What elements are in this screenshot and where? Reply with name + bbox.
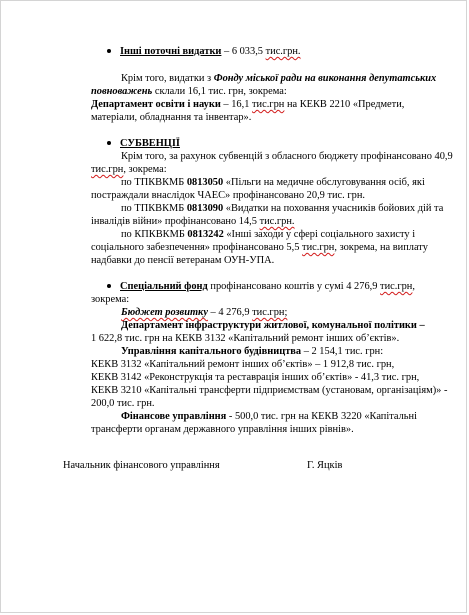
subventions-intro-1: Крім того, за рахунок субвенцій з обласного бюджету профінансовано 40,9 — [121, 151, 453, 162]
subvention-item-1-line-1: по ТПКВКМБ 0813050 «Пільги на медичне обслуговування осіб, які — [121, 177, 425, 188]
subvention-item-3-line-3: надбавки до пенсії ветеранам ОУН-УПА. — [91, 255, 275, 266]
development-budget-line: Бюджет розвитку – 4 276,9 тис.грн; — [121, 307, 288, 318]
section-other-unit: тис.грн. — [265, 46, 301, 57]
subventions-title: СУБВЕНЦІЇ — [120, 138, 180, 149]
education-line-1: Департамент освіти і науки – 16,1 тис.грн на КЕКВ 2210 «Предмети, — [91, 99, 405, 110]
capital-construction-line: Управління капітального будівництва – 2 154,1 тис. грн: — [121, 346, 384, 357]
infrastructure-line-2: 1 622,8 тис. грн на КЕКВ 3132 «Капітальний ремонт інших об’єктів». — [91, 333, 400, 344]
finance-dept-line-2: трансферти органам державного управління інших рівнів». — [91, 424, 354, 435]
signature-name: Г. Яцків — [307, 460, 343, 471]
special-fund-line-2: зокрема: — [91, 294, 130, 305]
fund-line-1: Крім того, видатки з Фонду міської ради на виконання депутатських — [121, 73, 437, 84]
subvention-item-3-line-1: по КПКВКМБ 0813242 «Інші заходи у сфері соціального захисту і — [121, 229, 416, 240]
kekv-3210-line-2: 200,0 тис. грн. — [91, 398, 155, 409]
finance-dept-line-1: Фінансове управління - 500,0 тис. грн на КЕКВ 3220 «Капітальні — [121, 411, 417, 422]
kekv-3142-line: КЕКВ 3142 «Реконструкція та реставрація інших об’єктів» - 41,3 тис. грн, — [91, 372, 420, 383]
subventions-heading — [107, 137, 180, 151]
subvention-item-1-line-2: постраждали внаслідок ЧАЕС» профінансовано 20,9 тис. грн. — [91, 190, 365, 201]
bullet-icon — [107, 141, 111, 145]
bullet-icon — [107, 49, 111, 53]
section-other-heading — [107, 45, 301, 59]
special-fund-title: Спеціальний фонд — [120, 281, 208, 292]
infrastructure-line-1: Департамент інфраструктури житлової, комунальної політики – — [121, 320, 425, 331]
subvention-item-2-line-1: по ТПКВКМБ 0813090 «Видатки на поховання учасників бойових дій та — [121, 203, 444, 214]
kekv-3132-line: КЕКВ 3132 «Капітальний ремонт інших об’єктів» – 1 912,8 тис. грн, — [91, 359, 395, 370]
subvention-item-3-line-2: соціального забезпечення» профінансовано 5,5 тис.грн, зокрема, на виплату — [91, 242, 428, 253]
special-fund-line-1: Спеціальний фонд профінансовано коштів у сумі 4 276,9 тис.грн, — [107, 280, 415, 294]
fund-line-2: повноважень склали 16,1 тис. грн, зокрема: — [91, 86, 287, 97]
kekv-3210-line-1: КЕКВ 3210 «Капітальні трансферти підприємствам (установам, організаціям)» - — [91, 385, 448, 396]
section-other-amount: – 6 033,5 — [221, 46, 266, 57]
subvention-item-2-line-2: інвалідів війни» профінансовано 14,5 тис.грн. — [91, 216, 295, 227]
signature-position: Начальник фінансового управління — [63, 460, 220, 471]
education-line-2: матеріали, обладнання та інвентар». — [91, 112, 252, 123]
subventions-intro-2: тис.грн, зокрема: — [91, 164, 167, 175]
bullet-icon — [107, 284, 111, 288]
section-other-title: Інші поточні видатки — [120, 46, 222, 57]
